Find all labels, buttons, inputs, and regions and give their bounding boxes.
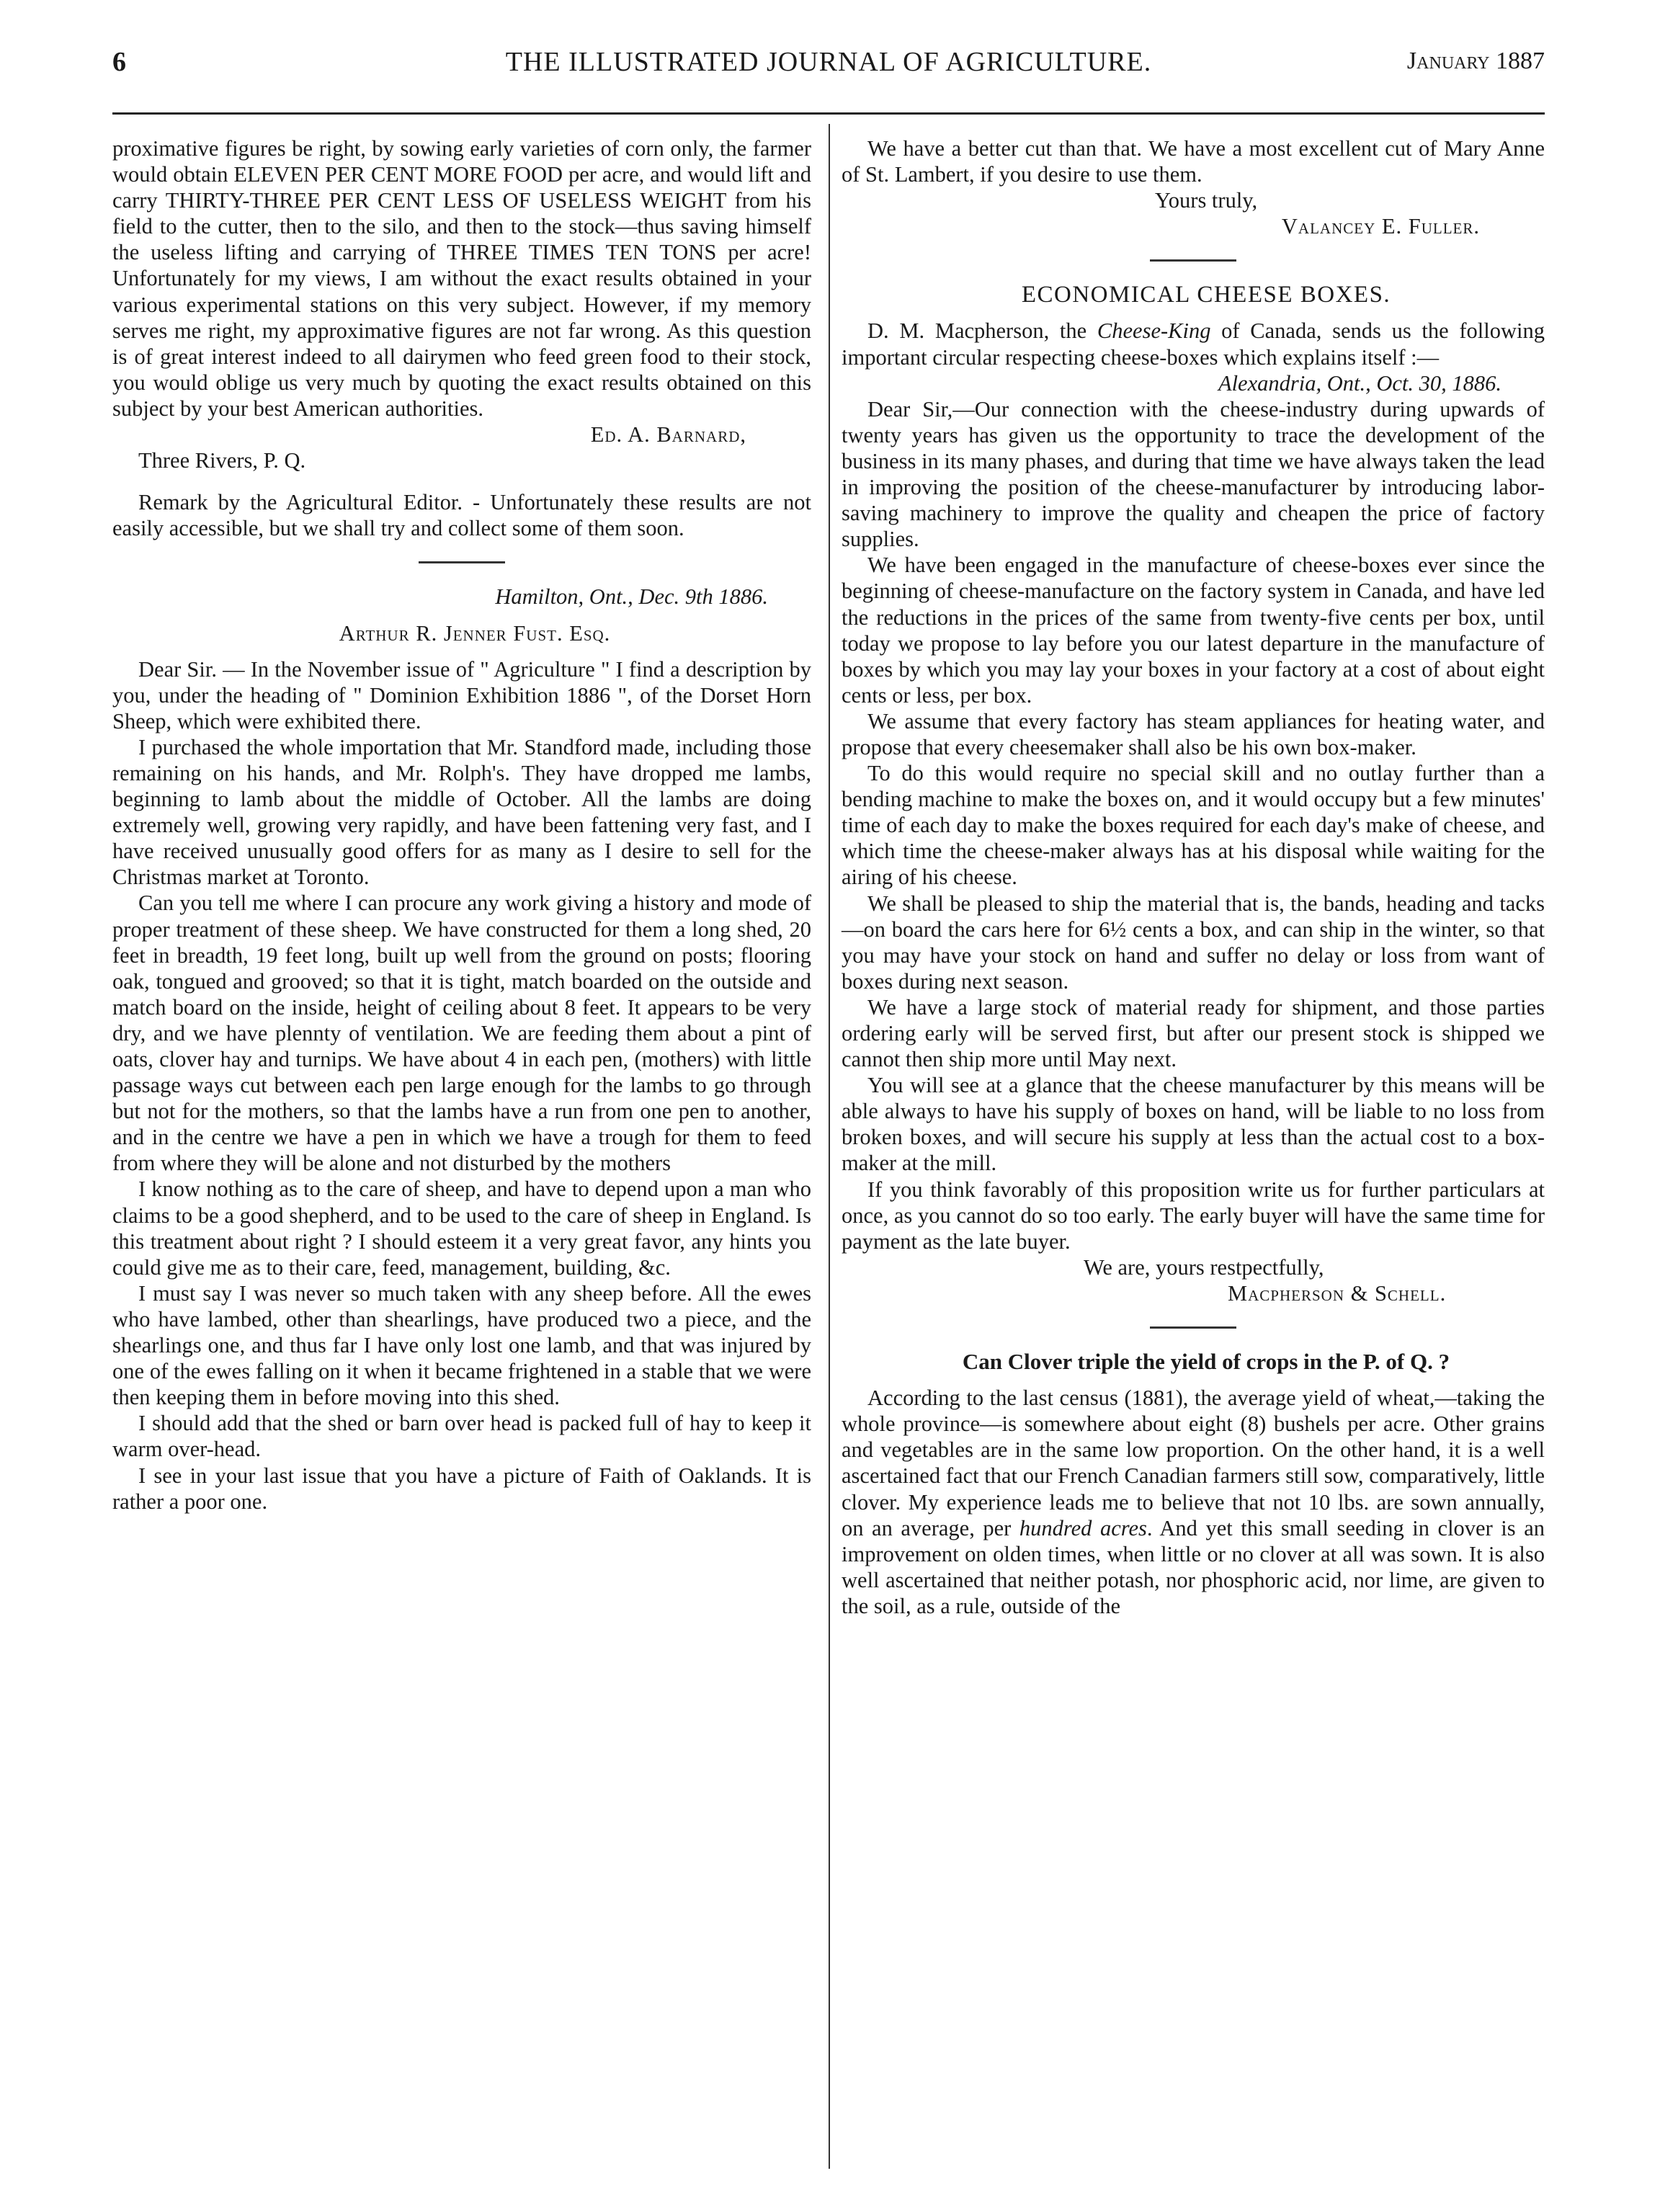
editor-remark: Remark by the Agricultural Editor. - Unfortunately these results are not easily accessible, but we shall try and collect some of them soon. — [112, 490, 811, 541]
cheese-article-paragraph: If you think favorably of this proposition write us for further particulars at once, as you cannot do so too early. The early buyer will have the same time for payment as the late buyer. — [842, 1177, 1545, 1254]
issue-date: January 1887 — [1406, 48, 1545, 74]
sheep-letter-closing: Yours truly, — [1154, 188, 1258, 213]
running-header — [112, 46, 1545, 86]
page-number: 6 — [112, 47, 126, 77]
cheese-article-paragraph: We assume that every factory has steam appliances for heating water, and propose that every cheesemaker shall also be his own box-maker. — [842, 708, 1545, 759]
hundred-acres-emphasis: hundred acres — [1019, 1515, 1147, 1540]
header-rule — [112, 112, 1545, 115]
sheep-letter-paragraph: I know nothing as to the care of sheep, and have to depend upon a man who claims to be a good shepherd, and to be used to the care of sheep in England. Is this treatment about right ? I should esteem it a very great favor, any hints you could give me as to their care, feed, management, building, &c. — [112, 1177, 811, 1280]
clover-article-title: Can Clover triple the yield of crops in the P. of Q. ? — [962, 1349, 1450, 1375]
cheese-article-title: ECONOMICAL CHEESE BOXES. — [1021, 282, 1391, 308]
cheese-article-paragraph: We shall be pleased to ship the material that is, the bands, heading and tacks—on board the cars here for 6½ cents a box, and can ship in the winter, so that you may have your stock on hand and suffer no delay or loss from want of boxes during next season. — [842, 891, 1545, 994]
cheese-article-dateline: Alexandria, Ont., Oct. 30, 1886. — [1218, 370, 1501, 396]
journal-title: THE ILLUSTRATED JOURNAL OF AGRICULTURE. — [505, 47, 1152, 77]
sheep-letter-paragraph: I must say I was never so much taken with any sheep before. All the ewes who have lambed, other than shearlings, have produced two a piece, and the shearlings one, and thus far I have only lost one lamb, and that was injured by one of the ewes falling on it when it became frightened in a stable that we were then keeping them in before moving into this shed. — [112, 1280, 811, 1410]
cheese-article-paragraph: To do this would require no special skill and no outlay further than a bending machine to make the boxes on, and it would occupy but a few minutes' time of each day to make the boxes required for each day's make of cheese, and which time the cheese-maker always has at his disposal while waiting for the airing of his cheese. — [842, 761, 1545, 890]
section-divider — [1150, 259, 1236, 262]
sheep-letter-paragraph: I see in your last issue that you have a picture of Faith of Oaklands. It is rather a poor one. — [112, 1463, 811, 1514]
fuller-signature: Valancey E. Fuller. — [1281, 214, 1480, 239]
cheese-article-paragraph: We have been engaged in the manufacture of cheese-boxes ever since the beginning of cheese-manufacture on the factory system in Canada, and have led the reductions in the prices of the same from twenty-five cents per box, until today we propose to lay before you our latest departure in the manufacture of boxes by which you may lay your boxes in your factory at a cost of about eight cents or less, per box. — [842, 553, 1545, 708]
section-divider — [1150, 1326, 1236, 1329]
sheep-letter-addressee: Arthur R. Jenner Fust. Esq. — [339, 620, 611, 646]
sheep-letter-paragraph: Can you tell me where I can procure any work giving a history and mode of proper treatment of these sheep. We have constructed for them a long shed, 20 feet in breadth, 19 feet long, built up well from the ground on posts; flooring oak, tongued and grooved; so that it is tight, match boarded on the outside and match board on the inside, height of ceiling about 8 feet. It appears to be very dry, and we have plennty of ventilation. We are feeding them about a pint of oats, clover hay and turnips. We have about 4 in each pen, (mothers) with little passage ways cut between each pen large enough for the lambs to go through but not for the mothers, so that the lambs have a run from one pen to another, and in the centre we have a pen in which we have a trough for them to feed from where they will be alone and not disturbed by the mothers — [112, 891, 811, 1176]
cheese-article-paragraph: We have a large stock of material ready for shipment, and those parties ordering early will be served first, but after our present stock is shipped we cannot then ship more until May next. — [842, 994, 1545, 1072]
left-column — [112, 135, 811, 1515]
cheese-article-paragraph: Dear Sir,—Our connection with the cheese-industry during upwards of twenty years has given us the opportunity to trace the development of the business in its many phases, and during that time we have always taken the lead in improving the position of the cheese-manufacturer by introducing labor-saving machinery to improve the quality and cheapen the price of factory supplies. — [842, 396, 1545, 552]
section-divider — [419, 561, 505, 563]
sheep-letter-paragraph: I purchased the whole importation that Mr. Standford made, including those remaining on his hands, and Mr. Rolph's. They have dropped me lambs, beginning to lamb about the middle of October. All the lambs are doing extremely well, growing very rapidly, and have been fattening very fast, and I have received unusually good offers for as many as I desire to sell for the Christmas market at Toronto. — [112, 734, 811, 890]
cheese-article-intro: D. M. Macpherson, the Cheese-King of Canada, sends us the following important circular respecting cheese-boxes which explains itself :— — [842, 318, 1545, 370]
cheese-king-emphasis: Cheese-King — [1097, 318, 1211, 344]
right-column — [842, 135, 1545, 1619]
barnard-signature: Ed. A. Barnard, — [590, 422, 746, 447]
barnard-letter-paragraph: proximative figures be right, by sowing early varieties of corn only, the farmer would obtain ELEVEN PER CENT MORE FOOD per acre, and would lift and carry THIRTY-THREE PER CENT LESS OF USELESS WEIGHT from his field to the cutter, then to the silo, and then to the stock—thus saving himself the useless lifting and carrying of THREE TIMES TEN TONS per acre! Unfortunately for my views, I am without the exact results obtained in your various experimental stations on this very subject. However, if my memory serves me right, my approximative figures are not far wrong. As this question is of great interest indeed to all dairymen who feed green food to their stock, you would oblige us very much by quoting the exact results obtained on this subject by your best American authorities. — [112, 136, 811, 421]
barnard-place: Three Rivers, P. Q. — [138, 448, 306, 473]
cheese-article-paragraph: You will see at a glance that the cheese manufacturer by this means will be able always to have his supply of boxes on hand, will be liable to no loss from broken boxes, and will secure his supply at less than the actual cost to a box-maker at the mill. — [842, 1073, 1545, 1176]
sheep-letter-paragraph: Dear Sir. — In the November issue of " Agriculture " I find a description by you, under the heading of " Dominion Exhibition 1886 ", of the Dorset Horn Sheep, which were exhibited there. — [112, 656, 811, 733]
sheep-letter-dateline: Hamilton, Ont., Dec. 9th 1886. — [495, 584, 768, 610]
sheep-letter-paragraph: I should add that the shed or barn over head is packed full of hay to keep it warm over-head. — [112, 1411, 811, 1462]
cheese-article-signature: Macpherson & Schell. — [1228, 1280, 1447, 1306]
cheese-article-closing: We are, yours restpectfully, — [1084, 1254, 1324, 1280]
clover-article-paragraph: According to the last census (1881), the average yield of wheat,—taking the whole province—is somewhere about eight (8) bushels per acre. Other grains and vegetables are in the same low proportion. On the other hand, it is a well ascertained fact that our French Canadian farmers still sow, comparatively, little clover. My experience leads me to believe that not 10 lbs. are sown annually, on an average, per hundred acres. And yet this small seeding in clover is an improvement on olden times, when little or no clover at all was sown. It is also well ascertained that neither potash, nor phosphoric acid, nor lime, are given to the soil, as a rule, outside of the — [842, 1386, 1545, 1618]
sheep-letter-paragraph: We have a better cut than that. We have a most excellent cut of Mary Anne of St. Lambert, if you desire to use them. — [842, 136, 1545, 187]
column-divider — [829, 124, 830, 2169]
